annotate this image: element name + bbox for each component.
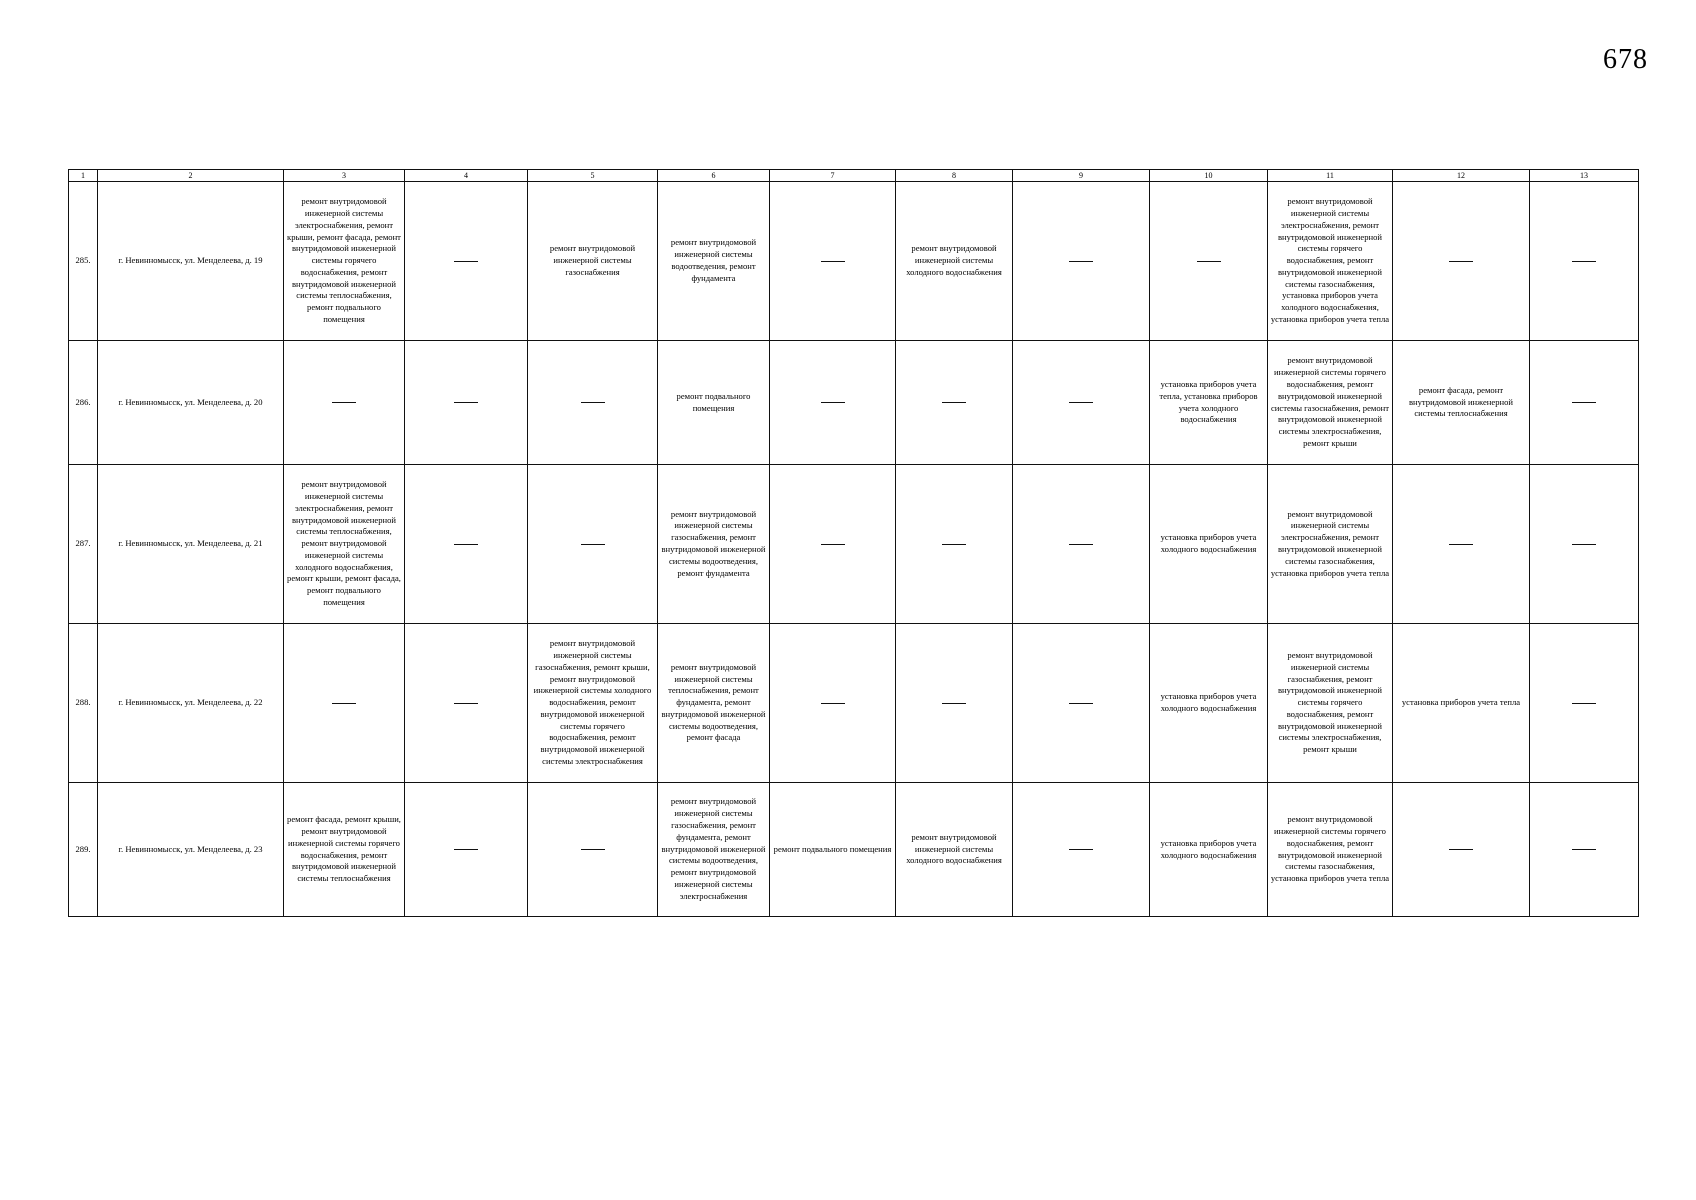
col-8-cell [896,465,1013,624]
empty-dash [1197,261,1221,262]
empty-dash [1069,849,1093,850]
col-8-cell: ремонт внутридомовой инженерной системы холодного водоснабжения [896,182,1013,341]
col-9-cell [1013,341,1150,465]
col-12-cell [1393,465,1530,624]
empty-dash [821,402,845,403]
empty-dash [454,544,478,545]
address-cell: г. Невинномысск, ул. Менделеева, д. 23 [98,783,284,917]
col-4-cell [405,783,528,917]
empty-dash [942,703,966,704]
empty-dash [1069,402,1093,403]
col-6-cell: ремонт внутридомовой инженерной системы газоснабжения, ремонт внутридомовой инженерной системы водоотведения, ремонт фундамента [658,465,770,624]
col-3-cell: ремонт внутридомовой инженерной системы электроснабжения, ремонт внутридомовой инженерной системы теплоснабжения, ремонт внутридомовой инженерной системы холодного водоснабжения, ремонт крыши, ремонт фасада, ремонт подвального помещения [284,465,405,624]
empty-dash [454,402,478,403]
empty-dash [1572,402,1596,403]
row-number-cell: 287. [69,465,98,624]
col-4-cell [405,465,528,624]
row-number-cell: 286. [69,341,98,465]
col-7-cell [770,465,896,624]
empty-dash [1069,544,1093,545]
column-number-12: 12 [1393,170,1530,182]
column-number-13: 13 [1530,170,1639,182]
column-number-10: 10 [1150,170,1268,182]
empty-dash [1069,261,1093,262]
col-12-cell [1393,182,1530,341]
col-7-cell [770,182,896,341]
address-cell: г. Невинномысск, ул. Менделеева, д. 20 [98,341,284,465]
col-13-cell [1530,624,1639,783]
col-3-cell [284,624,405,783]
col-6-cell: ремонт внутридомовой инженерной системы газоснабжения, ремонт фундамента, ремонт внутридомовой инженерной системы водоотведения, ремонт внутридомовой инженерной системы электроснабжения [658,783,770,917]
col-11-cell: ремонт внутридомовой инженерной системы газоснабжения, ремонт внутридомовой инженерной системы горячего водоснабжения, ремонт внутридомовой инженерной системы электроснабжения, ремонт крыши [1268,624,1393,783]
empty-dash [581,544,605,545]
col-5-cell [528,465,658,624]
col-13-cell [1530,783,1639,917]
column-number-9: 9 [1013,170,1150,182]
col-9-cell [1013,182,1150,341]
col-11-cell: ремонт внутридомовой инженерной системы электроснабжения, ремонт внутридомовой инженерной системы газоснабжения, установка приборов учета тепла [1268,465,1393,624]
row-number-cell: 288. [69,624,98,783]
empty-dash [1449,849,1473,850]
col-4-cell [405,624,528,783]
col-4-cell [405,182,528,341]
col-12-cell [1393,783,1530,917]
col-6-cell: ремонт подвального помещения [658,341,770,465]
page-number: 678 [1603,44,1648,75]
table-row [69,465,1639,624]
column-number-3: 3 [284,170,405,182]
col-5-cell [528,341,658,465]
col-10-cell: установка приборов учета холодного водоснабжения [1150,624,1268,783]
column-number-8: 8 [896,170,1013,182]
column-number-6: 6 [658,170,770,182]
address-cell: г. Невинномысск, ул. Менделеева, д. 22 [98,624,284,783]
col-4-cell [405,341,528,465]
empty-dash [332,402,356,403]
column-number-11: 11 [1268,170,1393,182]
empty-dash [821,544,845,545]
column-number-row [69,170,1639,182]
col-13-cell [1530,341,1639,465]
empty-dash [1572,849,1596,850]
empty-dash [1572,703,1596,704]
col-7-cell [770,624,896,783]
table-row [69,624,1639,783]
column-number-4: 4 [405,170,528,182]
empty-dash [942,402,966,403]
col-3-cell: ремонт фасада, ремонт крыши, ремонт внутридомовой инженерной системы горячего водоснабжения, ремонт внутридомовой инженерной системы теплоснабжения [284,783,405,917]
column-number-2: 2 [98,170,284,182]
empty-dash [821,703,845,704]
col-10-cell: установка приборов учета холодного водоснабжения [1150,465,1268,624]
row-number-cell: 285. [69,182,98,341]
col-9-cell [1013,783,1150,917]
empty-dash [1449,544,1473,545]
col-3-cell: ремонт внутридомовой инженерной системы электроснабжения, ремонт крыши, ремонт фасада, ремонт внутридомовой инженерной системы горячего водоснабжения, ремонт внутридомовой инженерной системы теплоснабжения, ремонт подвального помещения [284,182,405,341]
column-number-5: 5 [528,170,658,182]
col-8-cell: ремонт внутридомовой инженерной системы холодного водоснабжения [896,783,1013,917]
address-cell: г. Невинномысск, ул. Менделеева, д. 21 [98,465,284,624]
col-13-cell [1530,465,1639,624]
empty-dash [821,261,845,262]
col-5-cell: ремонт внутридомовой инженерной системы газоснабжения, ремонт крыши, ремонт внутридомовой инженерной системы холодного водоснабжения, ремонт внутридомовой инженерной системы горячего водоснабжения, ремонт внутридомовой инженерной системы электроснабжения [528,624,658,783]
col-11-cell: ремонт внутридомовой инженерной системы электроснабжения, ремонт внутридомовой инженерной системы горячего водоснабжения, ремонт внутридомовой инженерной системы газоснабжения, установка приборов учета холодного водоснабжения, установка приборов учета тепла [1268,182,1393,341]
address-cell: г. Невинномысск, ул. Менделеева, д. 19 [98,182,284,341]
col-8-cell [896,624,1013,783]
column-number-1: 1 [69,170,98,182]
col-10-cell [1150,182,1268,341]
empty-dash [332,703,356,704]
empty-dash [1572,544,1596,545]
table-row [69,182,1639,341]
col-5-cell [528,783,658,917]
col-8-cell [896,341,1013,465]
empty-dash [1069,703,1093,704]
col-12-cell: установка приборов учета тепла [1393,624,1530,783]
empty-dash [942,544,966,545]
empty-dash [454,849,478,850]
col-7-cell: ремонт подвального помещения [770,783,896,917]
col-11-cell: ремонт внутридомовой инженерной системы горячего водоснабжения, ремонт внутридомовой инженерной системы газоснабжения, ремонт внутридомовой инженерной системы электроснабжения, ремонт крыши [1268,341,1393,465]
col-12-cell: ремонт фасада, ремонт внутридомовой инженерной системы теплоснабжения [1393,341,1530,465]
col-6-cell: ремонт внутридомовой инженерной системы теплоснабжения, ремонт фундамента, ремонт внутридомовой инженерной системы водоотведения, ремонт фасада [658,624,770,783]
col-11-cell: ремонт внутридомовой инженерной системы горячего водоснабжения, ремонт внутридомовой инженерной системы газоснабжения, установка приборов учета тепла [1268,783,1393,917]
empty-dash [581,849,605,850]
empty-dash [454,261,478,262]
column-number-7: 7 [770,170,896,182]
empty-dash [454,703,478,704]
empty-dash [1572,261,1596,262]
col-3-cell [284,341,405,465]
works-table [68,169,1639,917]
col-6-cell: ремонт внутридомовой инженерной системы водоотведения, ремонт фундамента [658,182,770,341]
col-9-cell [1013,465,1150,624]
empty-dash [1449,261,1473,262]
col-10-cell: установка приборов учета тепла, установка приборов учета холодного водоснабжения [1150,341,1268,465]
empty-dash [581,402,605,403]
col-7-cell [770,341,896,465]
col-9-cell [1013,624,1150,783]
col-13-cell [1530,182,1639,341]
table-row [69,783,1639,917]
col-5-cell: ремонт внутридомовой инженерной системы газоснабжения [528,182,658,341]
row-number-cell: 289. [69,783,98,917]
table-row [69,341,1639,465]
col-10-cell: установка приборов учета холодного водоснабжения [1150,783,1268,917]
